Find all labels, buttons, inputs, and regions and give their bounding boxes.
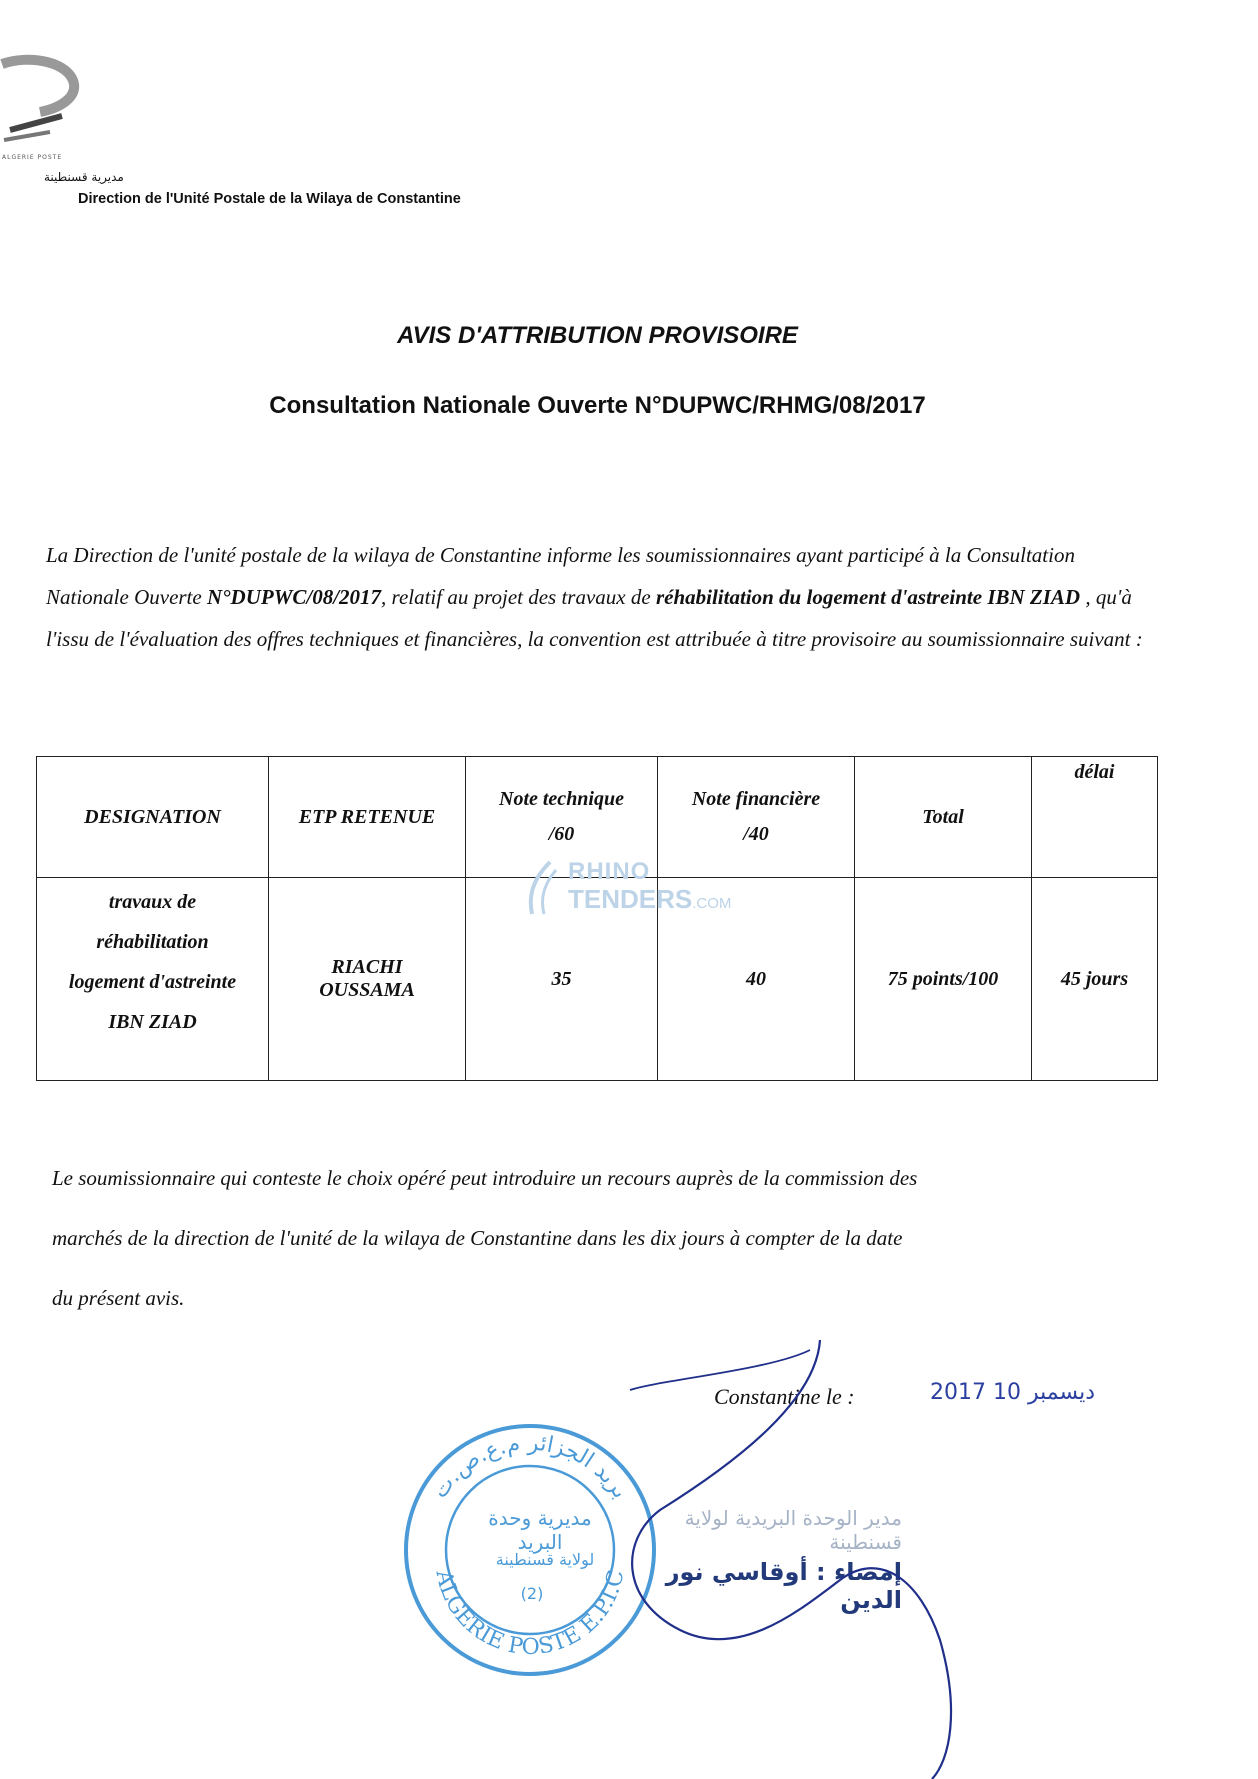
stamp-line-1: مديرية وحدة البريد (488, 1506, 592, 1554)
stamp-ring-bottom: ALGERIE POSTE E.P.I.C (430, 1567, 630, 1661)
signer-name: إمضاء : أوقاسي نور الدين (665, 1558, 902, 1614)
consultation-reference: Consultation Nationale Ouverte N°DUPWC/RHMG/08/2017 (269, 392, 926, 419)
header-delai: délai (1032, 757, 1158, 878)
stamp-line-2: لولاية قسنطينة (495, 1550, 595, 1569)
recourse-paragraph (52, 1148, 1152, 1328)
rhino-tenders-watermark (520, 858, 760, 918)
logo-caption: ALGERIE POSTE (2, 154, 63, 161)
recourse-line: Le soumissionnaire qui conteste le choix opéré peut introduire un recours auprès de la commission des (52, 1166, 918, 1190)
designation-line: réhabilitation (96, 931, 209, 953)
etp-line: RIACHI (331, 956, 403, 978)
cell-note-financiere: 40 (658, 878, 855, 1081)
signature-date: 2017 ديسمبر 10 (930, 1380, 1096, 1405)
intro-paragraph (46, 534, 1146, 660)
cell-etp (269, 878, 466, 1081)
header-note-financiere-max: /40 (743, 823, 769, 845)
rhino-horn-icon (520, 860, 566, 916)
header-note-technique-label: Note technique (499, 788, 624, 810)
watermark-tenders (568, 884, 731, 915)
cell-total: 75 points/100 (855, 878, 1032, 1081)
direction-header: Direction de l'Unité Postale de la Wilaya de Constantine (78, 191, 461, 207)
algerie-poste-logo (0, 52, 80, 152)
handwritten-signature (620, 1340, 1060, 1779)
signer-title: مدير الوحدة البريدية لولاية قسنطينة (684, 1506, 902, 1554)
document-title: AVIS D'ATTRIBUTION PROVISOIRE (397, 322, 798, 349)
etp-line: OUSSAMA (319, 979, 415, 1001)
designation-line: IBN ZIAD (108, 1011, 197, 1033)
intro-text-3: , qu'à l'issu de l'évaluation des offres techniques et financières, la convention est attribuée à titre provisoire au soumissionnaire suivant : (46, 585, 1143, 651)
stamp-number: (2) (520, 1584, 544, 1603)
svg-text:ALGERIE POSTE E.P.I.C (430, 1567, 629, 1660)
intro-project: réhabilitation du logement d'astreinte IBN ZIAD (655, 585, 1081, 609)
cell-designation (37, 878, 269, 1081)
stamp-ring-top: بريد الجزائر م.ع.ص.ت (427, 1430, 633, 1504)
watermark-tenders-text: TENDERS (568, 884, 693, 914)
recourse-line: du présent avis. (52, 1286, 185, 1310)
watermark-rhino: RHINO (568, 858, 651, 885)
intro-text-2: , relatif au projet des travaux de (381, 585, 656, 609)
header-designation: DESIGNATION (37, 757, 269, 878)
designation-line: travaux de (108, 891, 197, 913)
attribution-table (36, 756, 1158, 1081)
header-total: Total (855, 757, 1032, 878)
header-note-financiere-label: Note financière (691, 788, 821, 810)
designation-line: logement d'astreinte (68, 971, 237, 993)
cell-note-technique: 35 (466, 878, 658, 1081)
place-label: Constantine le : (714, 1384, 855, 1409)
recourse-line: marchés de la direction de l'unité de la wilaya de Constantine dans les dix jours à compter de la date (52, 1226, 903, 1250)
header-etp: ETP RETENUE (269, 757, 466, 878)
intro-text-1: La Direction de l'unité postale de la wilaya de Constantine informe les soumissionnaires ayant participé à la Consultation Nationale Ouverte (46, 543, 1075, 609)
arabic-direction-name: مديرية قسنطينة (44, 170, 124, 184)
watermark-com: .COM (692, 895, 732, 912)
intro-reference: N°DUPWC/08/2017 (206, 585, 382, 609)
cell-delai: 45 jours (1032, 878, 1158, 1081)
header-note-technique-max: /60 (548, 823, 575, 845)
